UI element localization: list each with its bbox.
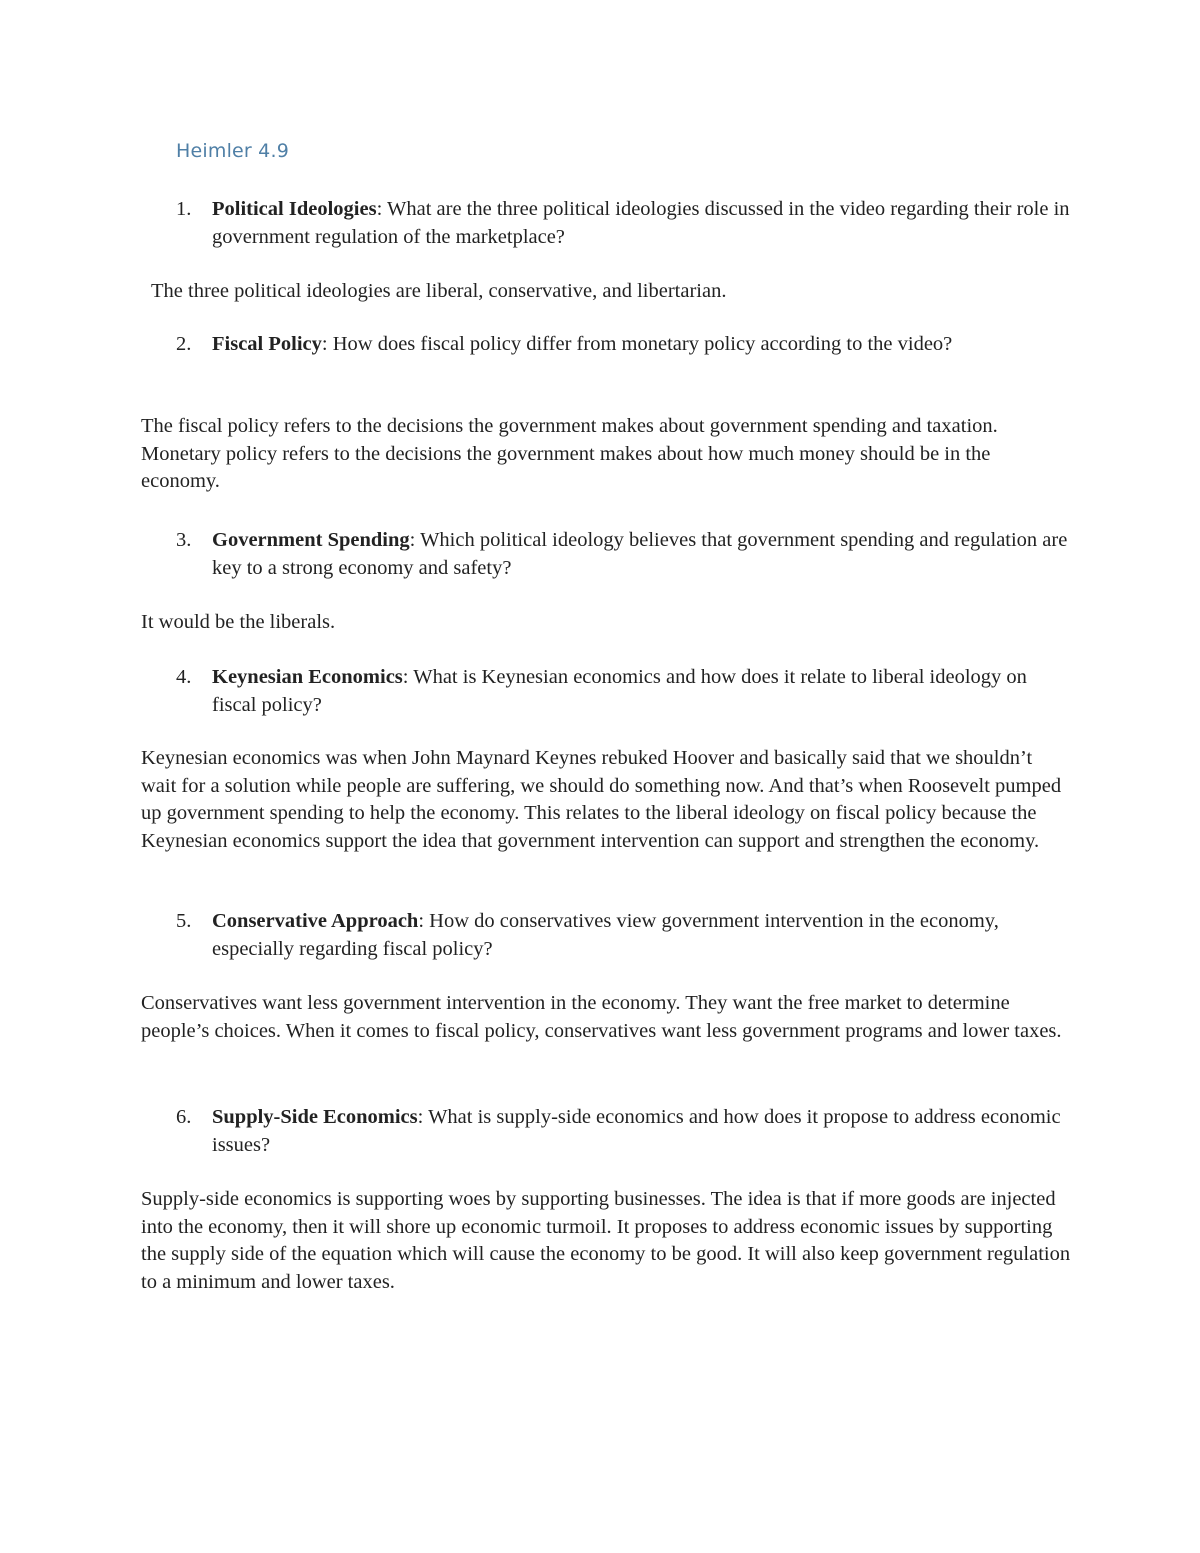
question-number: 5. <box>176 910 192 932</box>
question-1 <box>176 196 1076 251</box>
document-heading: Heimler 4.9 <box>176 140 289 162</box>
question-number: 6. <box>176 1106 192 1128</box>
question-number: 4. <box>176 666 192 688</box>
question-text: : How does fiscal policy differ from monetary policy according to the video? <box>321 333 953 355</box>
answer-1: The three political ideologies are liberal, conservative, and libertarian. <box>151 280 727 302</box>
question-2 <box>176 331 1076 359</box>
question-4 <box>176 664 1076 719</box>
question-term: Government Spending <box>212 529 410 551</box>
question-text: : What are the three political ideologies discussed in the video regarding their role in government regulation of the marketplace? <box>212 198 1070 248</box>
question-term: Political Ideologies <box>212 198 377 220</box>
answer-4: Keynesian economics was when John Maynard Keynes rebuked Hoover and basically said that we shouldn’t wait for a solution while people are suffering, we should do something now. And that’s when Roosevelt pumped up government spending to help the economy. This relates to the liberal ideology on fiscal policy because the Keynesian economics support the idea that government intervention can support and strengthen the economy. <box>141 747 1062 852</box>
question-term: Supply-Side Economics <box>212 1106 418 1128</box>
answer-3: It would be the liberals. <box>141 611 336 633</box>
question-term: Keynesian Economics <box>212 666 403 688</box>
question-number: 3. <box>176 529 192 551</box>
question-text: : What is supply-side economics and how does it propose to address economic issues? <box>212 1106 1061 1156</box>
question-number: 1. <box>176 198 192 220</box>
question-term: Conservative Approach <box>212 910 419 932</box>
question-6 <box>176 1104 1076 1159</box>
question-text: : Which political ideology believes that government spending and regulation are key to a strong economy and safety? <box>212 529 1068 579</box>
question-number: 2. <box>176 333 192 355</box>
question-text: : What is Keynesian economics and how does it relate to liberal ideology on fiscal policy? <box>212 666 1027 716</box>
answer-6: Supply-side economics is supporting woes by supporting businesses. The idea is that if more goods are injected into the economy, then it will shore up economic turmoil. It proposes to address economic issues by supporting the supply side of the equation which will cause the economy to be good. It will also keep government regulation to a minimum and lower taxes. <box>141 1188 1071 1293</box>
question-text: : How do conservatives view government intervention in the economy, especially regarding fiscal policy? <box>212 910 999 960</box>
question-term: Fiscal Policy <box>212 333 322 355</box>
question-5 <box>176 908 1076 963</box>
answer-5: Conservatives want less government intervention in the economy. They want the free market to determine people’s choices. When it comes to fiscal policy, conservatives want less government programs and lower taxes. <box>141 992 1062 1042</box>
question-3 <box>176 527 1076 582</box>
answer-2: The fiscal policy refers to the decisions the government makes about government spending and taxation. Monetary policy refers to the decisions the government makes about how much money should be in the economy. <box>141 415 998 492</box>
